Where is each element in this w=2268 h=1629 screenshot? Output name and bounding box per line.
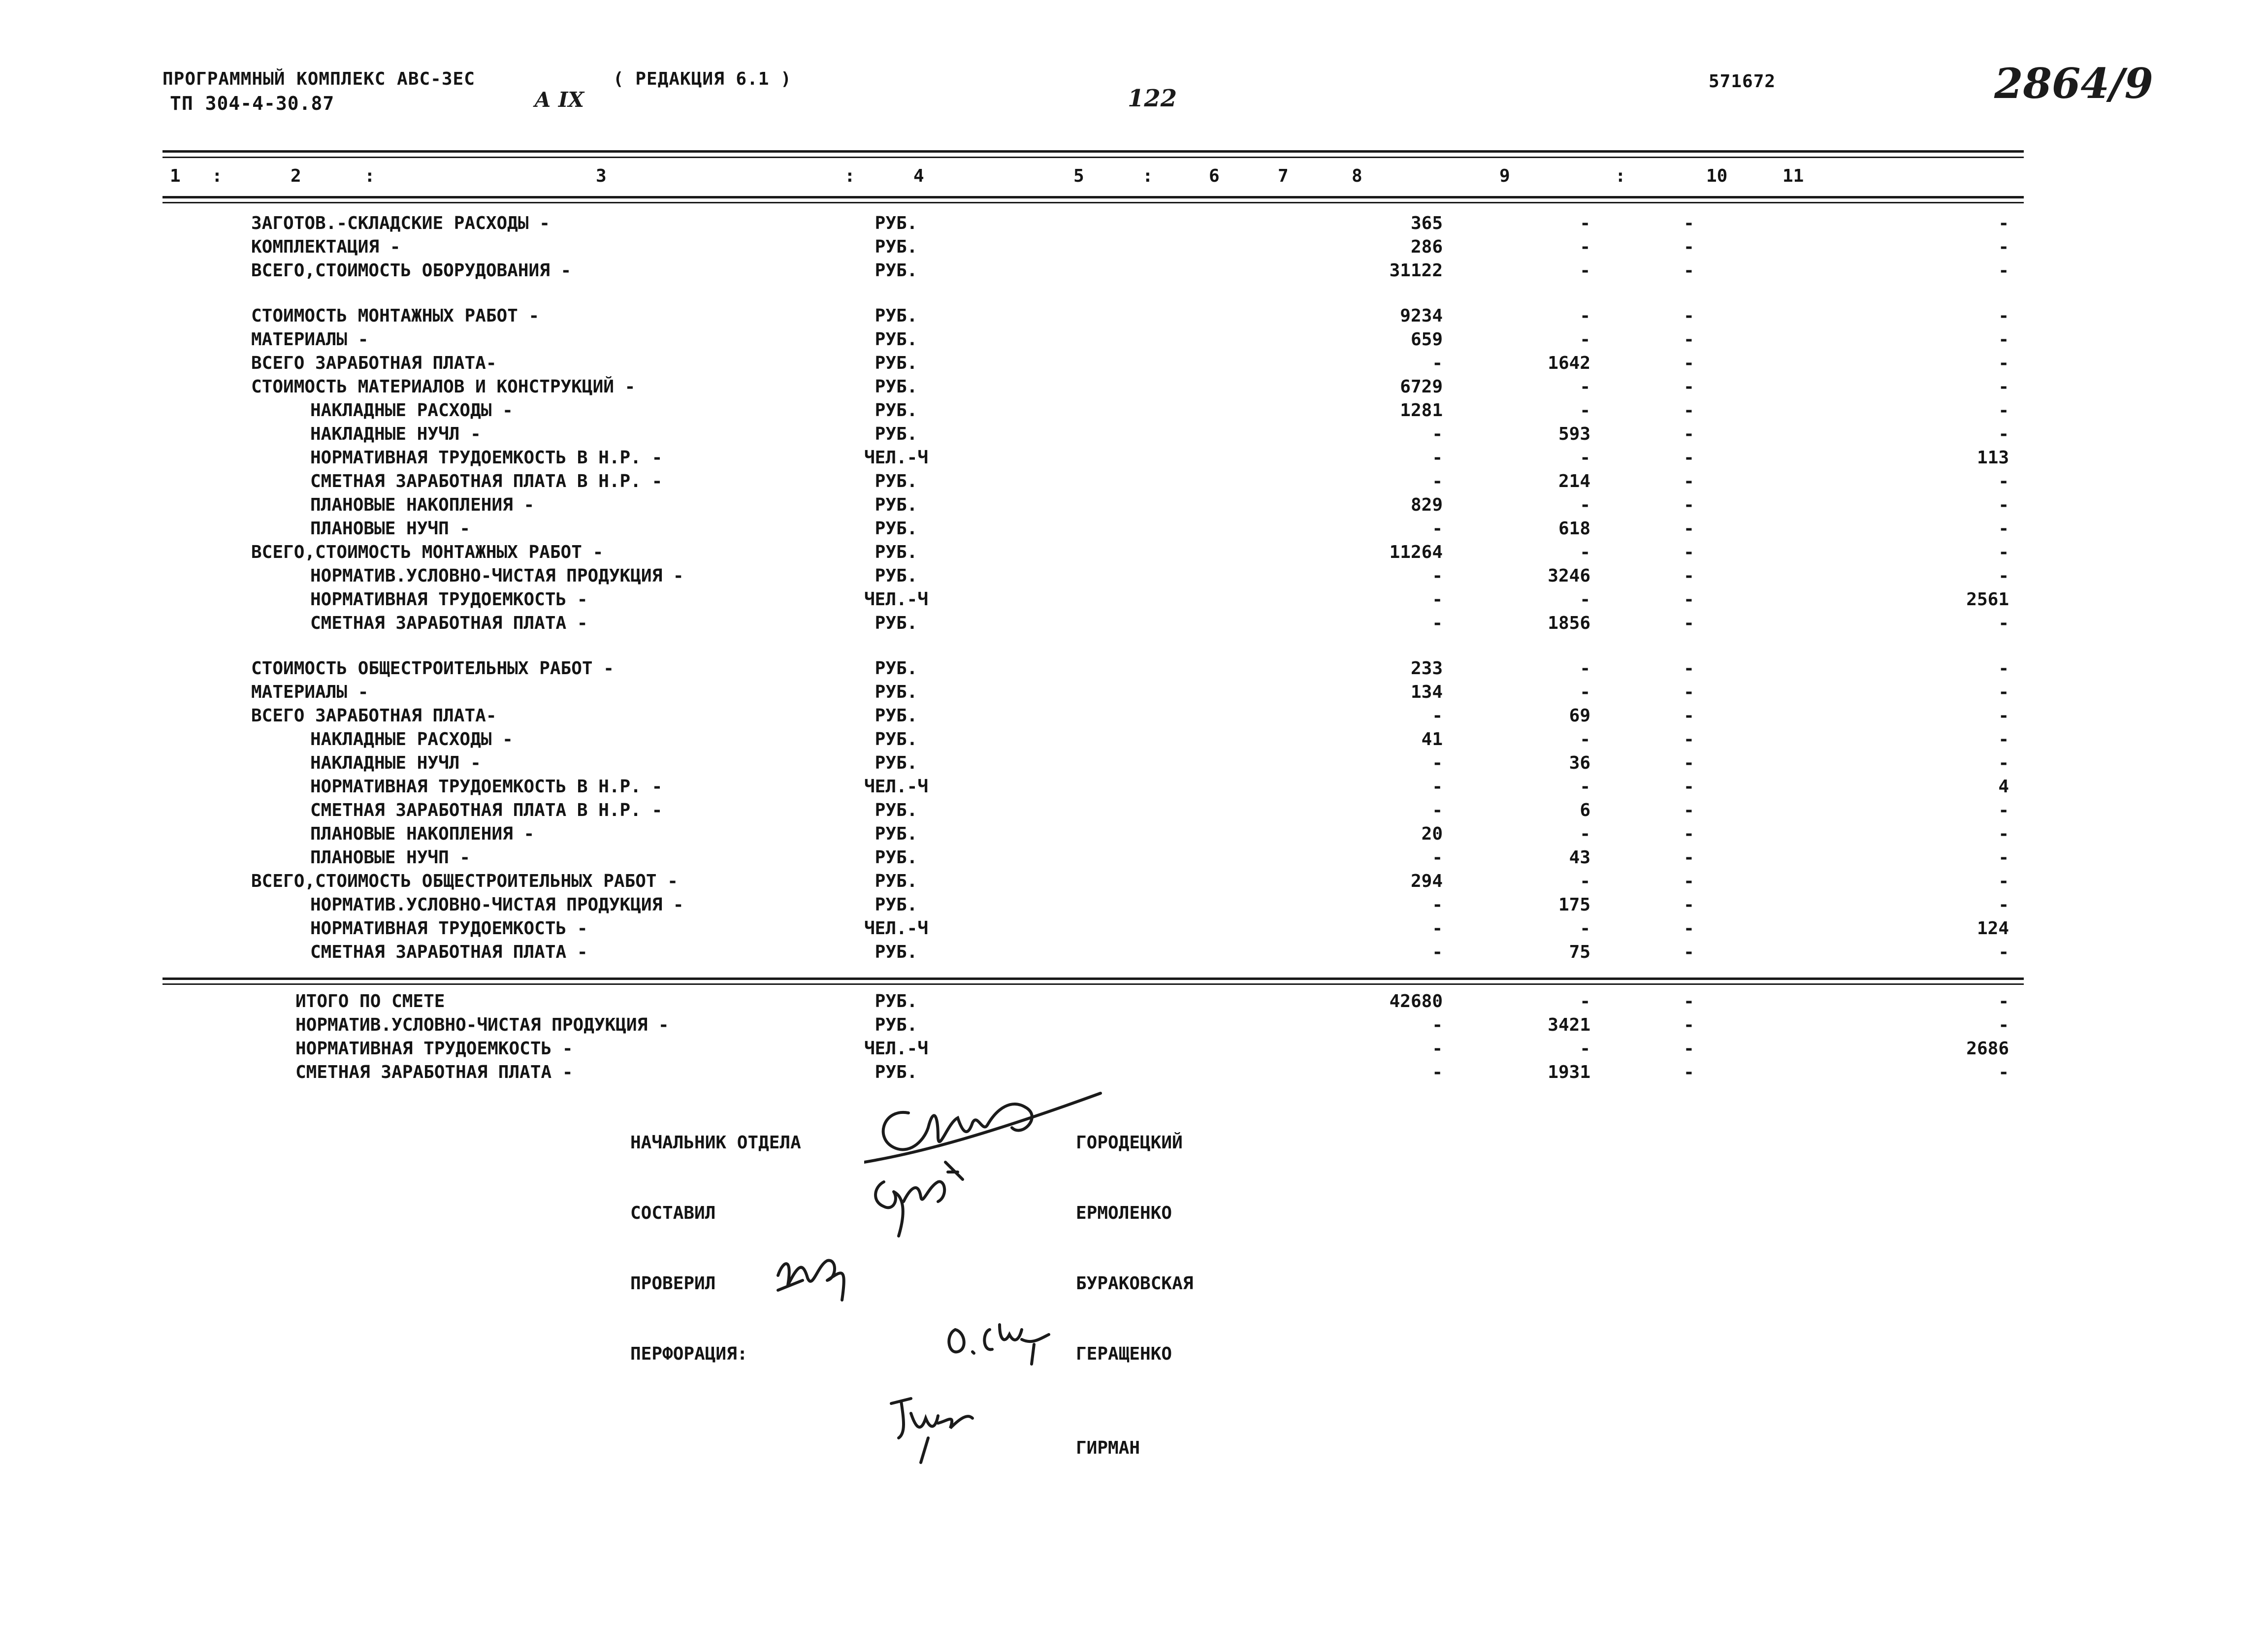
album-mark: А IX <box>534 88 584 112</box>
signature-role: ПЕРФОРАЦИЯ: <box>630 1344 748 1364</box>
row-col-7: 31122 <box>1389 261 1443 281</box>
row-col-7: 9234 <box>1400 306 1443 326</box>
row-col-11: - <box>1998 871 2009 891</box>
signature-name: ГЕРАЩЕНКО <box>1076 1344 1172 1364</box>
row-unit: РУБ. <box>875 871 918 891</box>
row-label: ВСЕГО ЗАРАБОТНАЯ ПЛАТА- <box>251 353 497 373</box>
row-col-7: 294 <box>1410 871 1443 891</box>
row-col-8: 593 <box>1558 424 1590 444</box>
row-col-11: - <box>1998 658 2009 679</box>
row-col-9: - <box>1684 377 1694 397</box>
row-label: ИТОГО ПО СМЕТЕ <box>295 991 445 1011</box>
row-unit: РУБ. <box>875 800 918 820</box>
row-col-7: 365 <box>1410 213 1443 233</box>
row-col-8: 6 <box>1580 800 1590 820</box>
row-unit: ЧЕЛ.-Ч <box>864 589 929 610</box>
table-row <box>0 588 2268 612</box>
table-row <box>0 799 2268 822</box>
row-col-7: 286 <box>1410 237 1443 257</box>
row-label: ВСЕГО,СТОИМОСТЬ МОНТАЖНЫХ РАБОТ - <box>251 542 604 562</box>
row-col-11: - <box>1998 329 2009 350</box>
column-header-2: : <box>212 166 223 186</box>
table-row <box>0 917 2268 941</box>
column-header-7: 4 <box>913 166 924 186</box>
table-row <box>0 470 2268 493</box>
row-col-9: - <box>1684 824 1694 844</box>
totals-rule-inner <box>162 983 2024 985</box>
row-col-7: - <box>1432 1015 1443 1035</box>
row-col-9: - <box>1684 448 1694 468</box>
row-col-9: - <box>1684 895 1694 915</box>
table-row <box>0 399 2268 423</box>
row-label: СТОИМОСТЬ МОНТАЖНЫХ РАБОТ - <box>251 306 540 326</box>
table-row <box>0 846 2268 870</box>
row-col-11: 124 <box>1976 918 2009 939</box>
row-col-7: - <box>1432 1039 1443 1059</box>
row-col-9: - <box>1684 871 1694 891</box>
column-header-8: 5 <box>1073 166 1084 186</box>
column-header-10: 6 <box>1209 166 1220 186</box>
row-col-9: - <box>1684 847 1694 868</box>
row-unit: РУБ. <box>875 613 918 633</box>
row-col-9: - <box>1684 777 1694 797</box>
row-unit: РУБ. <box>875 566 918 586</box>
row-col-7: 233 <box>1410 658 1443 679</box>
row-col-9: - <box>1684 329 1694 350</box>
row-col-7: - <box>1432 448 1443 468</box>
row-label: СМЕТНАЯ ЗАРАБОТНАЯ ПЛАТА - <box>310 942 588 962</box>
row-col-11: - <box>1998 942 2009 962</box>
row-col-9: - <box>1684 424 1694 444</box>
row-col-9: - <box>1684 400 1694 421</box>
row-label: НОРМАТИВНАЯ ТРУДОЕМКОСТЬ В Н.Р. - <box>310 448 663 468</box>
row-label: НОРМАТИВНАЯ ТРУДОЕМКОСТЬ В Н.Р. - <box>310 777 663 797</box>
row-col-9: - <box>1684 942 1694 962</box>
row-unit: РУБ. <box>875 1062 918 1082</box>
table-row <box>0 657 2268 681</box>
row-col-8: - <box>1580 824 1590 844</box>
row-col-11: - <box>1998 682 2009 702</box>
row-label: НАКЛАДНЫЕ НУЧЛ - <box>310 424 481 444</box>
sheet-number: 2864/9 <box>1994 59 2153 108</box>
table-row <box>0 235 2268 259</box>
row-col-8: - <box>1580 237 1590 257</box>
row-col-11: - <box>1998 847 2009 868</box>
row-col-7: 11264 <box>1389 542 1443 562</box>
row-col-8: 69 <box>1569 706 1590 726</box>
row-col-9: - <box>1684 353 1694 373</box>
program-edition: ( РЕДАКЦИЯ 6.1 ) <box>613 69 792 89</box>
table-row <box>0 612 2268 635</box>
row-col-8: - <box>1580 306 1590 326</box>
column-header-4: : <box>364 166 375 186</box>
row-col-7: - <box>1432 800 1443 820</box>
row-unit: РУБ. <box>875 895 918 915</box>
row-col-8: 214 <box>1558 471 1590 491</box>
row-label: ВСЕГО,СТОИМОСТЬ ОБОРУДОВАНИЯ - <box>251 261 572 281</box>
signature-girman <box>881 1384 990 1467</box>
row-col-8: - <box>1580 682 1590 702</box>
row-col-7: - <box>1432 753 1443 773</box>
signature-name: ГИРМАН <box>1076 1438 1140 1458</box>
row-label: НОРМАТИВ.УСЛОВНО-ЧИСТАЯ ПРОДУКЦИЯ - <box>310 895 684 915</box>
row-label: СМЕТНАЯ ЗАРАБОТНАЯ ПЛАТА - <box>310 613 588 633</box>
row-col-8: - <box>1580 658 1590 679</box>
row-label: НОРМАТИВНАЯ ТРУДОЕМКОСТЬ - <box>310 589 588 610</box>
column-header-6: : <box>844 166 855 186</box>
column-header-14: : <box>1615 166 1626 186</box>
row-col-9: - <box>1684 471 1694 491</box>
row-col-11: 113 <box>1976 448 2009 468</box>
row-col-7: 42680 <box>1389 991 1443 1011</box>
column-header-row <box>0 164 2268 189</box>
row-col-8: 1856 <box>1548 613 1590 633</box>
row-col-7: - <box>1432 353 1443 373</box>
table-row <box>0 259 2268 283</box>
row-col-8: - <box>1580 377 1590 397</box>
row-col-8: 618 <box>1558 519 1590 539</box>
row-col-9: - <box>1684 991 1694 1011</box>
row-col-9: - <box>1684 682 1694 702</box>
table-row <box>0 822 2268 846</box>
row-col-11: 4 <box>1998 777 2009 797</box>
row-unit: ЧЕЛ.-Ч <box>864 918 929 939</box>
row-unit: РУБ. <box>875 213 918 233</box>
row-col-7: - <box>1432 895 1443 915</box>
row-label: НАКЛАДНЫЕ РАСХОДЫ - <box>310 400 513 421</box>
row-label: НАКЛАДНЫЕ НУЧЛ - <box>310 753 481 773</box>
header-rule-inner <box>162 202 2024 203</box>
column-header-15: 10 <box>1706 166 1728 186</box>
row-col-8: - <box>1580 329 1590 350</box>
row-unit: РУБ. <box>875 237 918 257</box>
row-col-8: - <box>1580 589 1590 610</box>
row-col-9: - <box>1684 613 1694 633</box>
table-row <box>0 352 2268 375</box>
signature-checked-by <box>768 1231 867 1305</box>
row-col-9: - <box>1684 589 1694 610</box>
row-col-7: 659 <box>1410 329 1443 350</box>
row-unit: РУБ. <box>875 306 918 326</box>
row-col-11: - <box>1998 213 2009 233</box>
row-col-8: 3246 <box>1548 566 1590 586</box>
row-col-11: - <box>1998 261 2009 281</box>
row-label: ПЛАНОВЫЕ НУЧП - <box>310 847 471 868</box>
column-header-9: : <box>1142 166 1153 186</box>
row-col-8: - <box>1580 729 1590 749</box>
table-row <box>0 870 2268 893</box>
column-header-16: 11 <box>1782 166 1804 186</box>
top-rule <box>162 150 2024 153</box>
row-label: ЗАГОТОВ.-СКЛАДСКИЕ РАСХОДЫ - <box>251 213 550 233</box>
table-row <box>0 446 2268 470</box>
table-row <box>0 375 2268 399</box>
row-col-7: - <box>1432 706 1443 726</box>
column-header-13: 9 <box>1499 166 1510 186</box>
row-unit: РУБ. <box>875 353 918 373</box>
table-row <box>0 941 2268 964</box>
row-col-9: - <box>1684 658 1694 679</box>
row-col-11: - <box>1998 424 2009 444</box>
table-row <box>0 990 2268 1013</box>
table-row <box>0 1013 2268 1037</box>
row-label: МАТЕРИАЛЫ - <box>251 329 369 350</box>
table-row <box>0 564 2268 588</box>
row-col-7: 829 <box>1410 495 1443 515</box>
row-col-8: - <box>1580 495 1590 515</box>
row-unit: РУБ. <box>875 729 918 749</box>
row-col-7: 1281 <box>1400 400 1443 421</box>
column-header-1: 1 <box>170 166 181 186</box>
row-col-9: - <box>1684 213 1694 233</box>
row-col-9: - <box>1684 753 1694 773</box>
row-col-11: 2686 <box>1966 1039 2009 1059</box>
row-label: ПЛАНОВЫЕ НАКОПЛЕНИЯ - <box>310 495 535 515</box>
row-unit: ЧЕЛ.-Ч <box>864 777 929 797</box>
row-col-7: 20 <box>1421 824 1443 844</box>
row-col-8: 1642 <box>1548 353 1590 373</box>
row-unit: РУБ. <box>875 682 918 702</box>
row-col-11: - <box>1998 800 2009 820</box>
table-row <box>0 893 2268 917</box>
row-col-8: - <box>1580 400 1590 421</box>
row-label: НОРМАТИВНАЯ ТРУДОЕМКОСТЬ - <box>310 918 588 939</box>
row-col-7: - <box>1432 847 1443 868</box>
row-label: СМЕТНАЯ ЗАРАБОТНАЯ ПЛАТА В Н.Р. - <box>310 800 663 820</box>
row-col-11: - <box>1998 729 2009 749</box>
row-col-11: - <box>1998 495 2009 515</box>
row-label: НОРМАТИВ.УСЛОВНО-ЧИСТАЯ ПРОДУКЦИЯ - <box>310 566 684 586</box>
row-col-7: - <box>1432 613 1443 633</box>
project-code: ТП 304-4-30.87 <box>170 93 335 114</box>
row-col-9: - <box>1684 1015 1694 1035</box>
row-col-7: - <box>1432 918 1443 939</box>
row-col-7: - <box>1432 519 1443 539</box>
table-row <box>0 1037 2268 1061</box>
table-row <box>0 493 2268 517</box>
row-unit: РУБ. <box>875 495 918 515</box>
signature-compiled-by <box>864 1152 982 1246</box>
row-col-11: - <box>1998 471 2009 491</box>
row-label: СМЕТНАЯ ЗАРАБОТНАЯ ПЛАТА В Н.Р. - <box>310 471 663 491</box>
column-header-11: 7 <box>1278 166 1289 186</box>
row-unit: РУБ. <box>875 329 918 350</box>
column-header-5: 3 <box>596 166 607 186</box>
signature-name: ГОРОДЕЦКИЙ <box>1076 1133 1183 1153</box>
row-unit: РУБ. <box>875 942 918 962</box>
row-col-11: - <box>1998 400 2009 421</box>
table-row <box>0 212 2268 235</box>
row-col-8: - <box>1580 1039 1590 1059</box>
row-col-8: - <box>1580 991 1590 1011</box>
row-col-11: - <box>1998 753 2009 773</box>
row-col-11: - <box>1998 237 2009 257</box>
row-label: СМЕТНАЯ ЗАРАБОТНАЯ ПЛАТА - <box>295 1062 573 1082</box>
row-unit: РУБ. <box>875 991 918 1011</box>
document-number: 571672 <box>1709 71 1776 92</box>
table-row <box>0 728 2268 751</box>
row-col-8: 75 <box>1569 942 1590 962</box>
row-col-11: - <box>1998 566 2009 586</box>
row-col-9: - <box>1684 495 1694 515</box>
row-unit: РУБ. <box>875 519 918 539</box>
row-col-9: - <box>1684 729 1694 749</box>
row-col-7: - <box>1432 1062 1443 1082</box>
signature-role: НАЧАЛЬНИК ОТДЕЛА <box>630 1133 801 1153</box>
row-col-7: 6729 <box>1400 377 1443 397</box>
row-col-9: - <box>1684 306 1694 326</box>
row-col-11: - <box>1998 377 2009 397</box>
header-rule <box>162 196 2024 198</box>
row-col-9: - <box>1684 918 1694 939</box>
row-label: КОМПЛЕКТАЦИЯ - <box>251 237 401 257</box>
row-unit: РУБ. <box>875 706 918 726</box>
column-header-12: 8 <box>1352 166 1362 186</box>
row-col-9: - <box>1684 1062 1694 1082</box>
row-col-8: - <box>1580 918 1590 939</box>
table-row <box>0 304 2268 328</box>
row-col-7: - <box>1432 424 1443 444</box>
row-col-9: - <box>1684 1039 1694 1059</box>
row-col-11: - <box>1998 895 2009 915</box>
row-unit: РУБ. <box>875 753 918 773</box>
row-unit: РУБ. <box>875 424 918 444</box>
row-label: НАКЛАДНЫЕ РАСХОДЫ - <box>310 729 513 749</box>
table-row <box>0 541 2268 564</box>
row-col-8: 43 <box>1569 847 1590 868</box>
row-unit: РУБ. <box>875 471 918 491</box>
row-col-9: - <box>1684 542 1694 562</box>
row-col-7: - <box>1432 942 1443 962</box>
row-unit: РУБ. <box>875 658 918 679</box>
signature-role: СОСТАВИЛ <box>630 1203 716 1223</box>
table-row <box>0 704 2268 728</box>
row-label: ПЛАНОВЫЕ НУЧП - <box>310 519 471 539</box>
table-row <box>0 517 2268 541</box>
signature-name: ЕРМОЛЕНКО <box>1076 1203 1172 1223</box>
row-col-8: - <box>1580 542 1590 562</box>
row-unit: РУБ. <box>875 1015 918 1035</box>
row-label: НОРМАТИВ.УСЛОВНО-ЧИСТАЯ ПРОДУКЦИЯ - <box>295 1015 669 1035</box>
table-row <box>0 1061 2268 1084</box>
row-col-11: - <box>1998 991 2009 1011</box>
row-unit: РУБ. <box>875 847 918 868</box>
row-col-8: - <box>1580 448 1590 468</box>
row-col-8: - <box>1580 777 1590 797</box>
row-col-11: 2561 <box>1966 589 2009 610</box>
row-col-11: - <box>1998 306 2009 326</box>
row-col-7: - <box>1432 566 1443 586</box>
row-col-9: - <box>1684 519 1694 539</box>
table-row <box>0 423 2268 446</box>
row-col-7: - <box>1432 777 1443 797</box>
row-col-8: 3421 <box>1548 1015 1590 1035</box>
row-col-11: - <box>1998 542 2009 562</box>
row-unit: РУБ. <box>875 400 918 421</box>
row-unit: РУБ. <box>875 377 918 397</box>
row-label: НОРМАТИВНАЯ ТРУДОЕМКОСТЬ - <box>295 1039 573 1059</box>
row-col-8: 1931 <box>1548 1062 1590 1082</box>
row-col-9: - <box>1684 706 1694 726</box>
row-unit: ЧЕЛ.-Ч <box>864 1039 929 1059</box>
row-col-8: - <box>1580 871 1590 891</box>
row-col-8: 175 <box>1558 895 1590 915</box>
table-row <box>0 681 2268 704</box>
row-unit: РУБ. <box>875 261 918 281</box>
row-label: СТОИМОСТЬ МАТЕРИАЛОВ И КОНСТРУКЦИЙ - <box>251 377 636 397</box>
row-col-11: - <box>1998 613 2009 633</box>
signature-perforation <box>940 1310 1059 1374</box>
row-col-11: - <box>1998 824 2009 844</box>
table-row <box>0 751 2268 775</box>
row-label: МАТЕРИАЛЫ - <box>251 682 369 702</box>
row-label: ПЛАНОВЫЕ НАКОПЛЕНИЯ - <box>310 824 535 844</box>
top-rule-inner <box>162 157 2024 158</box>
row-col-11: - <box>1998 1015 2009 1035</box>
row-col-11: - <box>1998 706 2009 726</box>
row-col-11: - <box>1998 519 2009 539</box>
row-col-9: - <box>1684 800 1694 820</box>
row-col-9: - <box>1684 261 1694 281</box>
row-col-7: 134 <box>1410 682 1443 702</box>
row-col-11: - <box>1998 353 2009 373</box>
row-unit: ЧЕЛ.-Ч <box>864 448 929 468</box>
column-header-3: 2 <box>291 166 301 186</box>
row-col-9: - <box>1684 566 1694 586</box>
table-row <box>0 328 2268 352</box>
signature-role: ПРОВЕРИЛ <box>630 1273 716 1294</box>
row-col-11: - <box>1998 1062 2009 1082</box>
page-number: 122 <box>1128 85 1177 112</box>
row-unit: РУБ. <box>875 542 918 562</box>
row-label: ВСЕГО,СТОИМОСТЬ ОБЩЕСТРОИТЕЛЬНЫХ РАБОТ - <box>251 871 678 891</box>
totals-rule <box>162 977 2024 980</box>
row-label: СТОИМОСТЬ ОБЩЕСТРОИТЕЛЬНЫХ РАБОТ - <box>251 658 614 679</box>
row-col-9: - <box>1684 237 1694 257</box>
row-label: ВСЕГО ЗАРАБОТНАЯ ПЛАТА- <box>251 706 497 726</box>
signature-name: БУРАКОВСКАЯ <box>1076 1273 1194 1294</box>
row-col-8: - <box>1580 213 1590 233</box>
row-col-8: 36 <box>1569 753 1590 773</box>
row-unit: РУБ. <box>875 824 918 844</box>
row-col-7: - <box>1432 471 1443 491</box>
table-row <box>0 775 2268 799</box>
row-col-7: - <box>1432 589 1443 610</box>
program-line: ПРОГРАММНЫЙ КОМПЛЕКС АВС-ЗЕС <box>162 69 475 89</box>
row-col-8: - <box>1580 261 1590 281</box>
row-col-7: 41 <box>1421 729 1443 749</box>
